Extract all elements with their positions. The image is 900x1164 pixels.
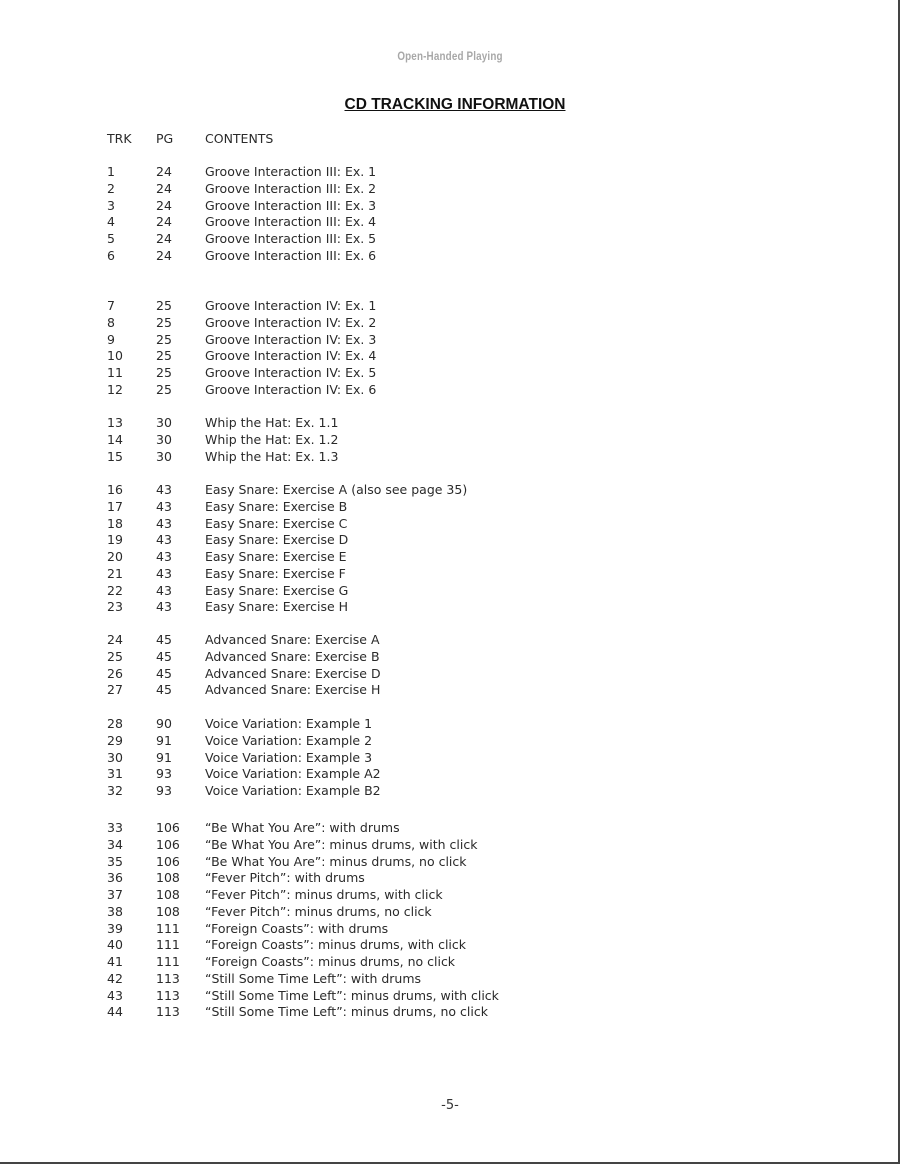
track-contents: Groove Interaction IV: Ex. 4	[205, 348, 377, 364]
page-number: -5-	[441, 1098, 459, 1113]
track-number: 41	[107, 954, 123, 969]
track-page: 25	[156, 365, 172, 380]
track-page: 43	[156, 515, 172, 531]
track-number: 2	[107, 180, 115, 196]
track-row	[0, 716, 900, 732]
track-row	[0, 666, 900, 682]
track-number: 34	[107, 836, 123, 852]
track-row	[0, 583, 900, 599]
track-contents: Groove Interaction III: Ex. 4	[205, 214, 377, 230]
track-page: 25	[156, 348, 172, 364]
track-row	[0, 733, 900, 749]
track-page: 24	[156, 164, 172, 179]
track-page: 111	[156, 937, 180, 953]
track-row	[0, 532, 900, 548]
track-number: 44	[107, 1004, 123, 1020]
track-number: 9	[107, 331, 115, 347]
track-number: 31	[107, 766, 123, 782]
track-contents: Groove Interaction IV: Ex. 2	[205, 314, 377, 330]
track-row	[0, 499, 900, 515]
track-row	[0, 315, 900, 331]
track-number: 33	[107, 820, 123, 835]
track-row	[0, 854, 900, 870]
track-page: 43	[156, 582, 172, 598]
track-page: 45	[156, 682, 172, 698]
track-row	[0, 198, 900, 214]
track-row	[0, 1004, 900, 1020]
track-contents: Advanced Snare: Exercise A	[205, 632, 380, 647]
track-number: 42	[107, 970, 123, 986]
track-number: 43	[107, 987, 123, 1003]
track-row	[0, 599, 900, 615]
track-contents: Whip the Hat: Ex. 1.3	[205, 448, 339, 464]
track-row	[0, 449, 900, 465]
track-page: 24	[156, 197, 172, 213]
track-contents: Groove Interaction III: Ex. 1	[205, 164, 377, 179]
track-number: 28	[107, 716, 123, 731]
track-page: 106	[156, 853, 180, 869]
track-row	[0, 181, 900, 197]
track-contents: Whip the Hat: Ex. 1.2	[205, 431, 339, 447]
track-number: 32	[107, 783, 123, 798]
track-contents: Advanced Snare: Exercise D	[205, 665, 381, 681]
track-contents: Voice Variation: Example 1	[205, 716, 373, 731]
track-number: 15	[107, 448, 123, 464]
track-number: 8	[107, 314, 115, 330]
track-page: 90	[156, 716, 172, 731]
track-number: 10	[107, 348, 123, 364]
track-contents: “Fever Pitch”: minus drums, no click	[205, 903, 432, 919]
column-header-pg: PG	[156, 131, 174, 146]
track-page: 24	[156, 214, 172, 230]
track-page: 24	[156, 231, 172, 246]
track-row	[0, 164, 900, 180]
track-row	[0, 783, 900, 799]
track-contents: Groove Interaction IV: Ex. 1	[205, 298, 377, 313]
track-page: 30	[156, 431, 172, 447]
track-number: 14	[107, 431, 123, 447]
track-page: 93	[156, 783, 172, 798]
track-number: 12	[107, 381, 123, 397]
track-number: 37	[107, 887, 123, 902]
track-page: 43	[156, 498, 172, 514]
track-number: 1	[107, 164, 115, 179]
track-page: 24	[156, 180, 172, 196]
track-row	[0, 750, 900, 766]
column-header-contents: CONTENTS	[205, 131, 274, 146]
track-page: 91	[156, 732, 172, 748]
track-contents: Voice Variation: Example B2	[205, 783, 381, 798]
track-number: 22	[107, 582, 123, 598]
track-row	[0, 415, 900, 431]
track-page: 111	[156, 920, 180, 936]
track-row	[0, 214, 900, 230]
track-number: 16	[107, 482, 123, 497]
track-row	[0, 482, 900, 498]
track-row	[0, 988, 900, 1004]
track-row	[0, 649, 900, 665]
track-number: 26	[107, 665, 123, 681]
track-number: 13	[107, 415, 123, 430]
track-number: 35	[107, 853, 123, 869]
track-contents: Easy Snare: Exercise D	[205, 532, 349, 548]
track-number: 3	[107, 197, 115, 213]
track-row	[0, 382, 900, 398]
track-number: 38	[107, 903, 123, 919]
track-contents: “Foreign Coasts”: minus drums, with click	[205, 937, 466, 953]
track-number: 39	[107, 920, 123, 936]
track-contents: Voice Variation: Example A2	[205, 766, 381, 782]
track-page: 43	[156, 549, 172, 564]
track-contents: Groove Interaction III: Ex. 6	[205, 247, 377, 263]
track-contents: Easy Snare: Exercise F	[205, 565, 346, 581]
track-row	[0, 820, 900, 836]
track-row	[0, 365, 900, 381]
track-page: 30	[156, 415, 172, 430]
track-number: 27	[107, 682, 123, 698]
track-contents: Easy Snare: Exercise B	[205, 498, 348, 514]
track-number: 6	[107, 247, 115, 263]
track-contents: “Be What You Are”: minus drums, no click	[205, 853, 467, 869]
track-number: 7	[107, 298, 115, 313]
track-page: 113	[156, 987, 180, 1003]
track-contents: “Be What You Are”: with drums	[205, 820, 400, 835]
track-page: 45	[156, 648, 172, 664]
track-contents: Groove Interaction IV: Ex. 3	[205, 331, 377, 347]
track-page: 43	[156, 532, 172, 548]
track-page: 30	[156, 448, 172, 464]
track-contents: “Fever Pitch”: minus drums, with click	[205, 887, 443, 902]
track-number: 4	[107, 214, 115, 230]
track-page: 113	[156, 1004, 180, 1020]
track-page: 25	[156, 314, 172, 330]
track-contents: Voice Variation: Example 3	[205, 749, 373, 765]
track-contents: Advanced Snare: Exercise B	[205, 648, 380, 664]
track-number: 20	[107, 549, 123, 564]
track-page: 43	[156, 482, 172, 497]
track-number: 29	[107, 732, 123, 748]
track-contents: Voice Variation: Example 2	[205, 732, 373, 748]
track-row	[0, 887, 900, 903]
track-page: 43	[156, 599, 172, 615]
track-number: 17	[107, 498, 123, 514]
track-contents: “Foreign Coasts”: with drums	[205, 920, 389, 936]
track-row	[0, 837, 900, 853]
track-row	[0, 766, 900, 782]
track-contents: Whip the Hat: Ex. 1.1	[205, 415, 339, 430]
track-contents: “Still Some Time Left”: minus drums, with click	[205, 987, 499, 1003]
track-contents: Groove Interaction IV: Ex. 6	[205, 381, 377, 397]
track-contents: Advanced Snare: Exercise H	[205, 682, 381, 698]
track-page: 111	[156, 954, 180, 969]
track-contents: Easy Snare: Exercise A (also see page 35)	[205, 482, 468, 497]
track-page: 108	[156, 903, 180, 919]
track-page: 25	[156, 381, 172, 397]
track-contents: Easy Snare: Exercise G	[205, 582, 349, 598]
track-page: 25	[156, 331, 172, 347]
track-page: 25	[156, 298, 172, 313]
track-contents: “Foreign Coasts”: minus drums, no click	[205, 954, 456, 969]
track-row	[0, 954, 900, 970]
track-contents: Groove Interaction IV: Ex. 5	[205, 365, 377, 380]
track-contents: Easy Snare: Exercise E	[205, 549, 347, 564]
track-number: 23	[107, 599, 123, 615]
track-page: 113	[156, 970, 180, 986]
track-number: 40	[107, 937, 123, 953]
track-row	[0, 549, 900, 565]
track-number: 18	[107, 515, 123, 531]
track-page: 93	[156, 766, 172, 782]
track-row	[0, 632, 900, 648]
track-row	[0, 870, 900, 886]
track-contents: Easy Snare: Exercise C	[205, 515, 348, 531]
track-row	[0, 248, 900, 264]
track-page: 106	[156, 820, 180, 835]
track-page: 91	[156, 749, 172, 765]
track-contents: “Still Some Time Left”: with drums	[205, 970, 422, 986]
track-number: 25	[107, 648, 123, 664]
track-contents: Easy Snare: Exercise H	[205, 599, 349, 615]
track-page: 24	[156, 247, 172, 263]
track-row	[0, 298, 900, 314]
track-number: 36	[107, 870, 123, 886]
track-page: 106	[156, 836, 180, 852]
track-contents: “Still Some Time Left”: minus drums, no click	[205, 1004, 488, 1020]
track-row	[0, 231, 900, 247]
track-number: 19	[107, 532, 123, 548]
track-page: 45	[156, 665, 172, 681]
track-row	[0, 682, 900, 698]
track-row	[0, 516, 900, 532]
track-row	[0, 904, 900, 920]
page-title: CD TRACKING INFORMATION	[344, 96, 566, 113]
track-row	[0, 937, 900, 953]
track-number: 24	[107, 632, 123, 647]
track-row	[0, 971, 900, 987]
track-number: 21	[107, 565, 123, 581]
column-header-trk: TRK	[107, 131, 132, 146]
track-row	[0, 348, 900, 364]
track-contents: “Be What You Are”: minus drums, with click	[205, 836, 478, 852]
track-page: 45	[156, 632, 172, 647]
track-number: 5	[107, 231, 115, 246]
running-header: Open-Handed Playing	[397, 49, 503, 63]
track-row	[0, 566, 900, 582]
track-page: 108	[156, 887, 180, 902]
track-number: 11	[107, 365, 123, 380]
track-contents: “Fever Pitch”: with drums	[205, 870, 365, 886]
track-number: 30	[107, 749, 123, 765]
track-row	[0, 921, 900, 937]
track-contents: Groove Interaction III: Ex. 2	[205, 180, 377, 196]
track-page: 108	[156, 870, 180, 886]
track-contents: Groove Interaction III: Ex. 3	[205, 197, 377, 213]
track-row	[0, 332, 900, 348]
track-row	[0, 432, 900, 448]
track-contents: Groove Interaction III: Ex. 5	[205, 231, 377, 246]
track-page: 43	[156, 565, 172, 581]
